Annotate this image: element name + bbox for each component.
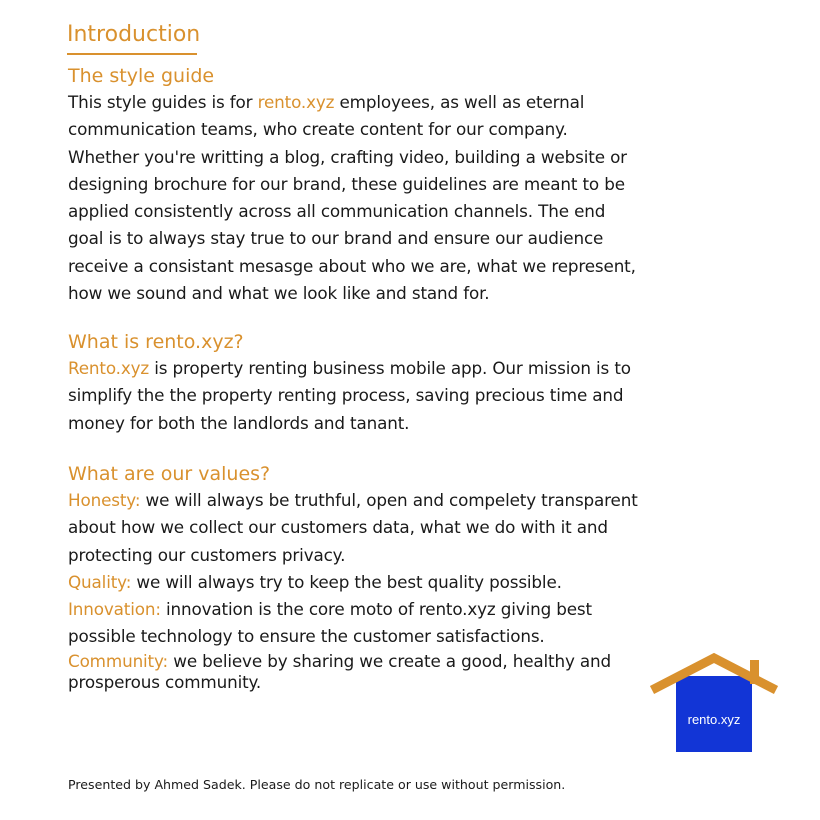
value-label: Honesty: — [68, 490, 141, 510]
value-item-community — [68, 651, 643, 693]
value-text: we will always try to keep the best quality possible. — [131, 571, 562, 592]
page-title: Introduction — [67, 22, 201, 47]
brand-name: Rento.xyz — [68, 358, 150, 378]
style-guide-heading: The style guide — [68, 65, 215, 87]
value-label: Quality: — [68, 571, 132, 592]
logo-text: rento.xyz — [687, 711, 741, 727]
value-text: we believe by sharing we create a good, healthy and prosperous community. — [68, 650, 612, 692]
style-guide-section — [68, 63, 643, 307]
style-guide-paragraph — [68, 89, 643, 307]
style-guide-intro-before: This style guides is for — [68, 92, 258, 112]
value-item-quality — [68, 569, 643, 596]
footer-note: Presented by Ahmed Sadek. Please do not replicate or use without permission. — [68, 777, 566, 792]
style-guide-intro-after: employees, as well as eternal communication teams, who create content for our company. Whether you're writting a blog, crafting video, building a website or designing brochure for our brand, these guidelines are meant to be applied consistently across all communication channels. The end goal is to always stay true to our brand and ensure our audience receive a consistant mesasge about who we are, what we represent, how we sound and what we look like and stand for. — [68, 92, 636, 304]
values-heading: What are our values? — [68, 463, 271, 485]
brand-link: rento.xyz — [257, 92, 335, 112]
title-underline — [67, 53, 197, 55]
about-paragraph — [68, 355, 643, 437]
value-text: innovation is the core moto of rento.xyz giving best possible technology to ensure the customer satisfactions. — [68, 599, 592, 647]
about-section — [68, 329, 643, 437]
value-item-honesty — [68, 487, 643, 569]
value-label: Community: — [68, 650, 169, 671]
value-text: we will always be truthful, open and compelety transparent about how we collect our customers data, what we do with it and protecting our customers privacy. — [68, 490, 638, 565]
values-section — [68, 461, 643, 693]
about-heading: What is rento.xyz? — [68, 331, 244, 353]
about-text: is property renting business mobile app. Our mission is to simplify the the property renting process, saving precious time and money for both the landlords and tanant. — [68, 358, 631, 433]
value-label: Innovation: — [68, 599, 161, 620]
value-item-innovation — [68, 596, 643, 651]
brand-logo — [648, 652, 780, 754]
